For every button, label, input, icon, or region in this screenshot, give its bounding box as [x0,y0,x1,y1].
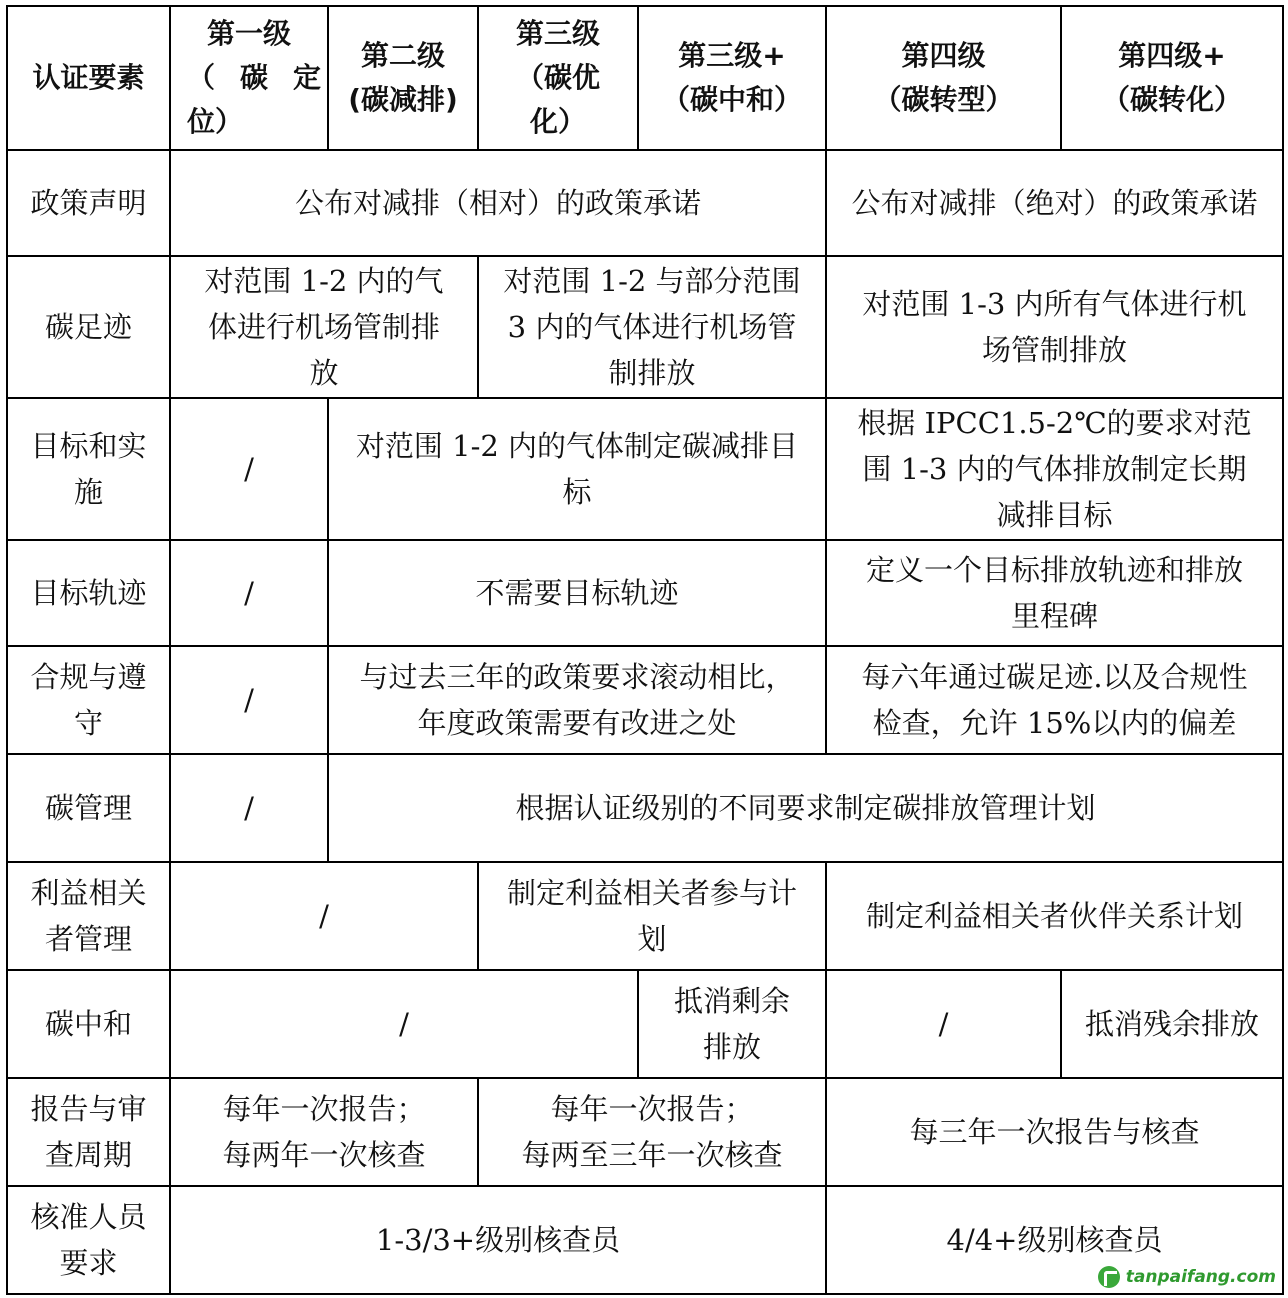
header-level3plus: 第三级+ （碳中和） [638,6,826,150]
cell-compliance-levels-2-3plus: 与过去三年的政策要求滚动相比， 年度政策需要有改进之处 [328,646,826,754]
header-level2: 第二级 (碳减排) [328,6,478,150]
cell-footprint-levels-4-4plus: 对范围 1-3 内所有气体进行机 场管制排放 [826,256,1283,398]
cell-targets-levels-2-3plus: 对范围 1-2 内的气体制定碳减排目 标 [328,398,826,540]
cell-compliance-levels-4-4plus: 每六年通过碳足迹.以及合规性 检查，允许 15%以内的偏差 [826,646,1283,754]
row-trajectory [7,540,1283,646]
cell-neutrality-level4: / [826,970,1061,1078]
row-label-policy: 政策声明 [7,150,170,256]
row-label-trajectory: 目标轨迹 [7,540,170,646]
cell-stakeholder-levels-1-2: / [170,862,478,970]
row-reporting [7,1078,1283,1186]
watermark-text: tanpaifang.com [1125,1267,1276,1287]
cell-reporting-levels-4-4plus: 每三年一次报告与核查 [826,1078,1283,1186]
header-level1: 第一级 （ 碳 定 位） [170,6,328,150]
cell-footprint-levels-1-2: 对范围 1-2 内的气 体进行机场管制排 放 [170,256,478,398]
row-targets [7,398,1283,540]
row-label-compliance: 合规与遵 守 [7,646,170,754]
cell-footprint-levels-3-3plus: 对范围 1-2 与部分范围 3 内的气体进行机场管 制排放 [478,256,826,398]
row-label-footprint: 碳足迹 [7,256,170,398]
header-row [7,6,1283,150]
cell-targets-level1: / [170,398,328,540]
cell-policy-levels-4-4plus: 公布对减排（绝对）的政策承诺 [826,150,1283,256]
cell-management-levels-2-4plus: 根据认证级别的不同要求制定碳排放管理计划 [328,754,1283,862]
header-level4plus: 第四级+ （碳转化） [1061,6,1283,150]
cell-verifier-levels-4-4plus: 4/4+级别核查员 [826,1186,1283,1294]
header-element: 认证要素 [7,6,170,150]
row-label-reporting: 报告与审 查周期 [7,1078,170,1186]
row-neutrality [7,970,1283,1078]
row-label-stakeholder: 利益相关 者管理 [7,862,170,970]
cell-reporting-levels-3-3plus: 每年一次报告； 每两至三年一次核查 [478,1078,826,1186]
cell-management-level1: / [170,754,328,862]
row-verifier [7,1186,1283,1294]
row-label-management: 碳管理 [7,754,170,862]
cell-stakeholder-levels-3-3plus: 制定利益相关者参与计 划 [478,862,826,970]
header-level4: 第四级 （碳转型） [826,6,1061,150]
row-label-verifier: 核准人员 要求 [7,1186,170,1294]
row-footprint [7,256,1283,398]
cell-verifier-levels-1-3plus: 1-3/3+级别核查员 [170,1186,826,1294]
tanpaifang-logo-icon [1098,1266,1120,1288]
row-label-targets: 目标和实 施 [7,398,170,540]
cell-targets-levels-4-4plus: 根据 IPCC1.5-2℃的要求对范 围 1-3 内的气体排放制定长期 减排目标 [826,398,1283,540]
cell-stakeholder-levels-4-4plus: 制定利益相关者伙伴关系计划 [826,862,1283,970]
watermark [1098,1266,1276,1288]
row-management [7,754,1283,862]
cell-trajectory-levels-4-4plus: 定义一个目标排放轨迹和排放 里程碑 [826,540,1283,646]
cell-policy-levels-1-3plus: 公布对减排（相对）的政策承诺 [170,150,826,256]
cell-compliance-level1: / [170,646,328,754]
cell-reporting-levels-1-2: 每年一次报告； 每两年一次核查 [170,1078,478,1186]
row-label-neutrality: 碳中和 [7,970,170,1078]
header-level3: 第三级 （碳优 化） [478,6,638,150]
cell-trajectory-levels-2-3plus: 不需要目标轨迹 [328,540,826,646]
cell-neutrality-level3plus: 抵消剩余 排放 [638,970,826,1078]
cell-neutrality-level4plus: 抵消残余排放 [1061,970,1283,1078]
cell-neutrality-levels-1-3: / [170,970,638,1078]
certification-requirements-table [6,5,1284,1295]
row-compliance [7,646,1283,754]
cell-trajectory-level1: / [170,540,328,646]
row-stakeholder [7,862,1283,970]
row-policy [7,150,1283,256]
